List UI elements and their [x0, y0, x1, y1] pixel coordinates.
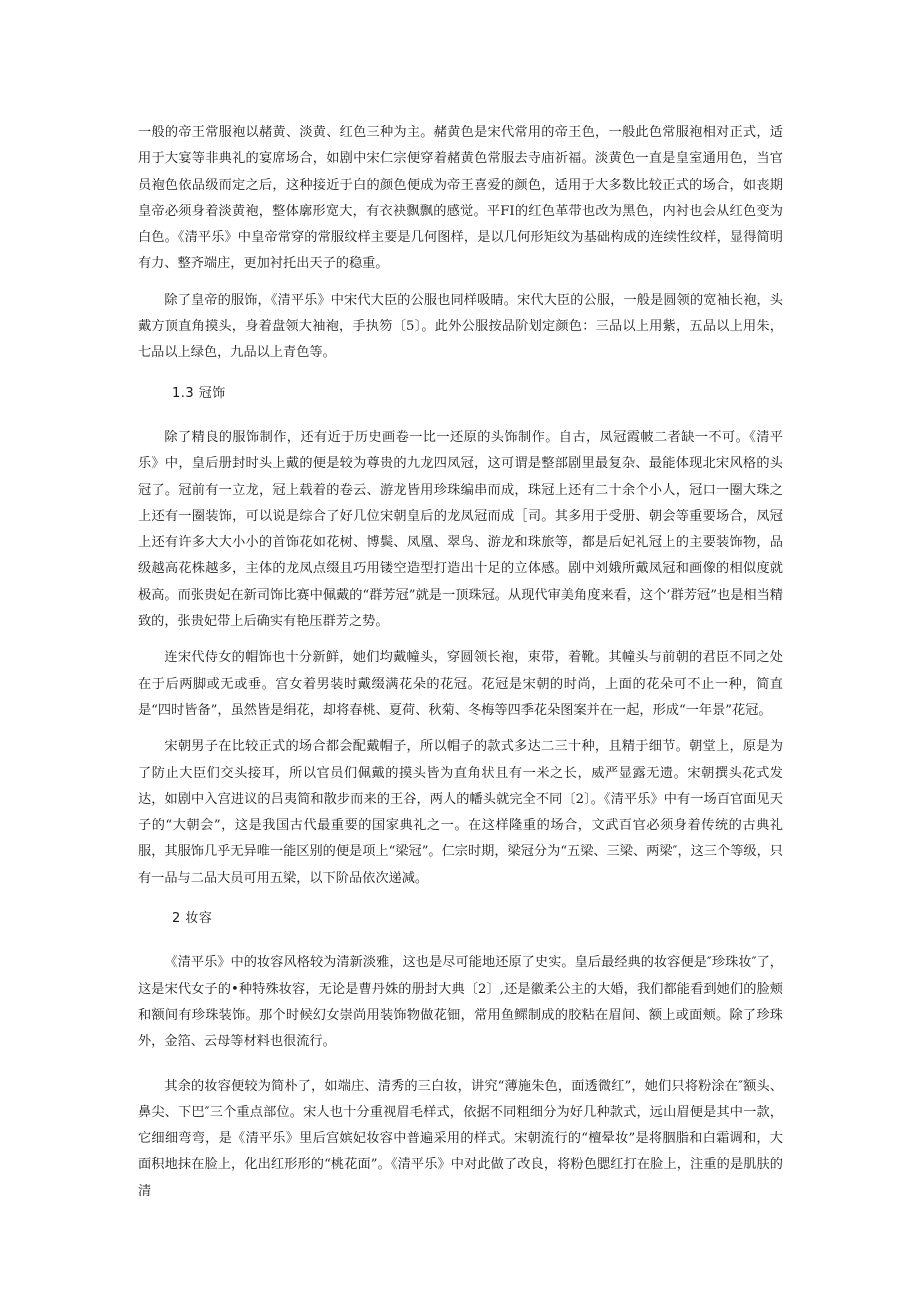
section-heading-makeup: 2 妆容	[172, 911, 213, 927]
paragraph-emperor-robes: 一般的帝王常服袍以赭黄、淡黄、红色三种为主。赭黄色是宋代常用的帝王色，一般此色常服袍相对正式，适用于大宴等非典礼的宴席场合，如剧中宋仁宗便穿着赭黄色常服去寺庙祈福。淡黄色一直是皇室通用色，当官员袍色依品级而定之后，这种接近于白的颜色便成为帝王喜爱的颜色，适用于大多数比较正式的场合，如丧期皇帝必须身着淡黄袍，整体廓形宽大，有衣袂飘飘的感觉。平FI的红色革带也改为黑色，内衬也会从红色变为白色。《清平乐》中皇帝常穿的常服纹样主要是几何图样，是以几何形矩纹为基础构成的连续性纹样，显得简明有力、整齐端庄，更加衬托出天子的稳重。	[138, 125, 783, 272]
paragraph-crowns: 除了精良的服饰制作，还有近于历史画卷一比一还原的头饰制作。自古，凤冠霞帔二者缺一不可。《清平乐》中，皇后册封时头上戴的便是较为尊贵的九龙四凤冠，这可谓是整部剧里最复杂、最能体现北宋风格的头冠了。冠前有一立龙，冠上载着的卷云、游龙皆用珍珠编串而成，珠冠上还有二十余个小人，冠口一圈大珠之上还有一圈装饰，可以说是综合了好几位宋朝皇后的龙凤冠而成［司。其多用于受册、朝会等重要场合，凤冠上还有许多大大小小的首饰花如花树、博鬓、凤凰、翠鸟、游龙和珠旅等，都是后妃礼冠上的主要装饰物，品级越高花株越多，主体的龙凤点缀且巧用镂空造型打造出十足的立体感。剧中刘娥所戴凤冠和画像的相似度就极高。而张贵妃在新司饰比赛中佩戴的“群芳冠”就是一顶珠冠。从现代审美角度来看，这个’群芳冠”也是相当精致的，张贵妃带上后确实有艳压群芳之势。	[138, 429, 783, 630]
section-heading-crowns: 1.3 冠饰	[172, 385, 226, 401]
paragraph-official-robes: 除了皇帝的服饰，《清平乐》中宋代大臣的公服也同样吸睛。宋代大臣的公服，一般是圆领的宽袖长袍，头戴方顶直角摸头，身着盘领大袖袍，手执笏〔5〕。此外公服按品阶划定颜色：三品以上用紫，五品以上用朱，七品以上绿色，九品以上青色等。	[138, 292, 783, 361]
document-body	[138, 120, 783, 1205]
paragraph-maid-hats: 连宋代侍女的帽饰也十分新鲜，她们均戴幢头，穿圆领长袍，束带，着靴。其幢头与前朝的君臣不同之处在于后两脚或无或垂。宫女着男装时戴缀满花朵的花冠。花冠是宋朝的时尚，上面的花朵可不止一种，简直是“四时皆备”，虽然皆是绢花，却将春桃、夏荷、秋菊、冬梅等四季花朵图案并在一起，形成“一年景”花冠。	[138, 650, 783, 718]
paragraph-makeup-style: 《清平乐》中的妆容风格较为清新淡雅，这也是尽可能地还原了史实。皇后最经典的妆容便是″珍珠妆″了，这是宋代女子的•种特殊妆容，无论是曹丹姝的册封大典〔2〕,还是徽柔公主的大婚，我们都能看到她们的脸颊和额间有珍珠装饰。那个时候幻女崇尚用装饰物做花钿，常用鱼鳏制成的胶粘在眉间、额上或面颊。除了珍珠外，金箔、云母等材料也很流行。	[138, 955, 783, 1050]
paragraph-men-hats: 宋朝男子在比较正式的场合都会配戴帽子，所以帽子的款式多达二三十种，且精于细节。朝堂上，原是为了防止大臣们交头接耳，所以官员们佩戴的摸头皆为直角状且有一米之长，威严显露无遗。宋朝撰头花式发达，如剧中入宫进议的吕夷简和散步而来的王谷，两人的幡头就完全不同〔2〕。《清平乐》中有一场百官面见天子的“大朝会”，这是我国古代最重要的国家典礼之一。在这样隆重的场合，文武百官必须身着传统的古典礼服，其服饰几乎无异唯一能区别的便是项上“梁冠”。仁宗时期，梁冠分为“五梁、三梁、两梁″，这三个等级，只有一品与二品大员可用五梁，以下阶品依次递减。	[138, 739, 783, 886]
paragraph-simple-makeup: 其余的妆容便较为简朴了，如端庄、清秀的三白妆，讲究“薄施朱色，面透微红”，她们只将粉涂在″额头、鼻尖、下巴″三个重点部位。宋人也十分重视眉毛样式，依据不同粗细分为好几种款式，远山眉便是其中一款，它细细弯弯，是《清平乐》里后宫嫔妃妆容中普遍采用的样式。宋朝流行的“檀晕妆”是将胭脂和白霜调和，大面积地抹在脸上，化出红形形的“桃花面”。《清平乐》中对此做了改良，将粉色腮红打在脸上，注重的是肌肤的清	[138, 1078, 783, 1199]
